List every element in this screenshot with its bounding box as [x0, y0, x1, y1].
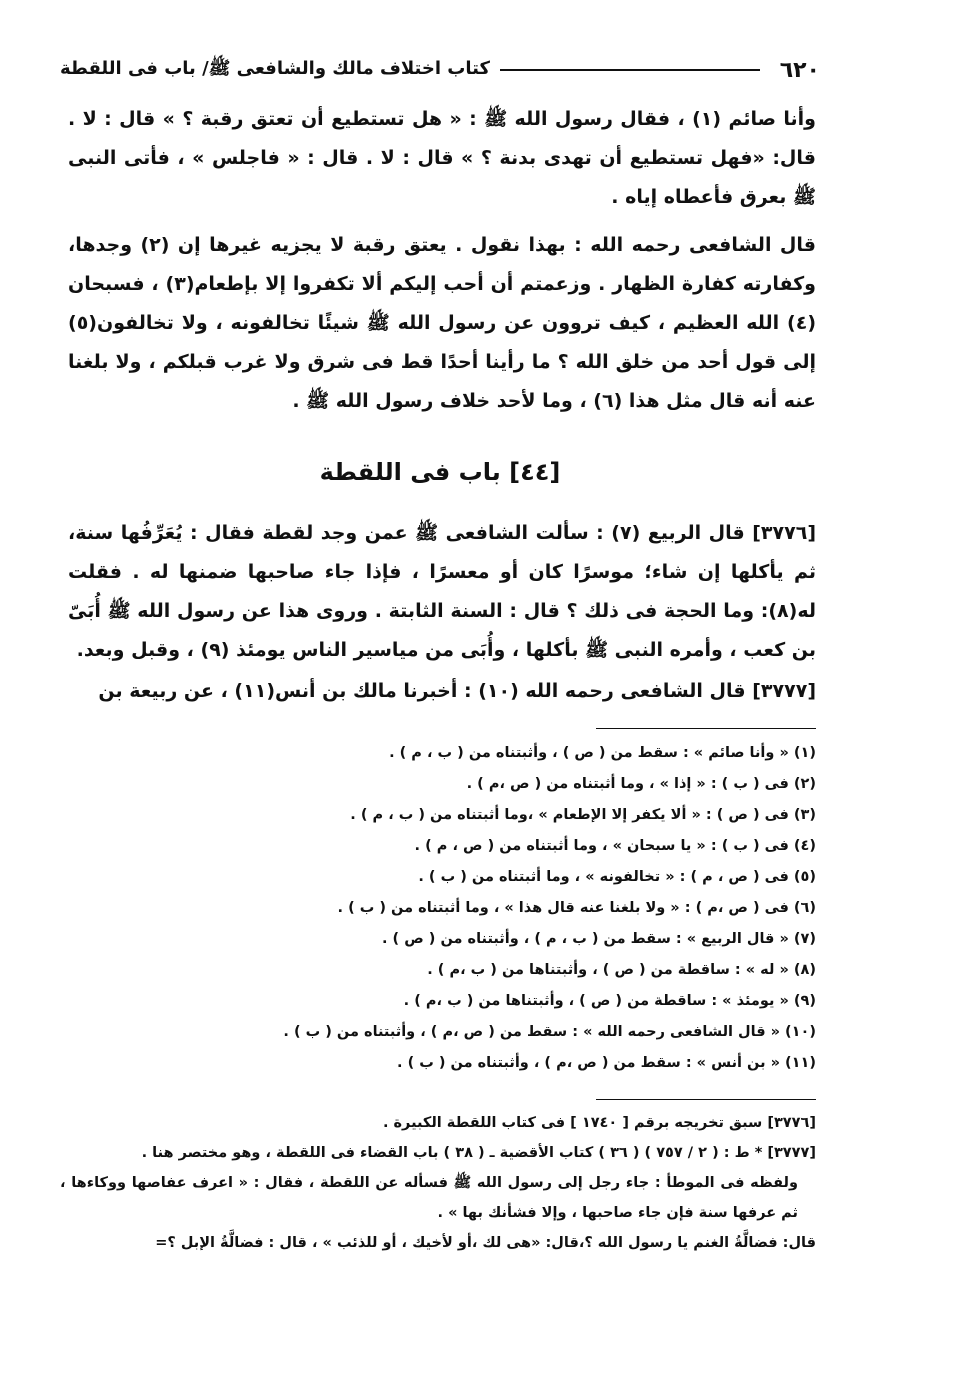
footnote: (٥) فى ( ص ، م ) : « تخالفونه » ، وما أثبتناه من ( ب ) .: [418, 869, 816, 885]
footnote: (٦) فى ( ص ،م ) : « ولا بلغنا عنه قال هذا » ، وما أثبتناه من ( ب ) .: [337, 900, 816, 916]
references-divider: [596, 1099, 816, 1100]
body-paragraph-3: [٣٧٧٦] قال الربيع (٧) : سألت الشافعى ﷺ عمن وجد لقطة فقال : يُعَرِّفُها سنة، ثم يأكلها إن شاء؛ موسرًا كان أو معسرًا ، فإذا جاء صاحبها ضمنها له . فقلت له(٨): وما الحجة فى ذلك ؟ قال : السنة الثابتة . وروى هذا عن رسول الله ﷺ أُبَىّ بن كعب ، وأمره النبى ﷺ بأكلها ، وأُبَى من مياسير الناس يومئذ (٩) ، وقبل وبعد.: [68, 522, 816, 661]
header-rule: [500, 69, 760, 71]
body-paragraph-4: [٣٧٧٧] قال الشافعى رحمه الله (١٠) : أخبرنا مالك بن أنس(١١) ، عن ربيعة بن: [98, 680, 816, 702]
footnote-divider: [596, 728, 816, 729]
running-title: كتاب اختلاف مالك والشافعى ﷺ/ باب فى اللقطة: [60, 58, 490, 79]
page-number: ٦٢٠: [779, 57, 820, 83]
reference-text-continued: قال: فضالَّةُ الغنم يا رسول الله ؟،قال: «هى لك ،أو لأخيك ، أو للذئب » ، قال : فضالَّةُ الإبل ؟=: [155, 1235, 816, 1251]
references-block: [60, 1108, 816, 1258]
reference-3777: [٣٧٧٧] * ط : ( ٢ / ٧٥٧ ) ( ٣٦ ) كتاب الأقضية ـ ( ٣٨ ) باب القضاء فى اللقطة ، وهو مختصر هنا .: [141, 1145, 816, 1161]
footnote: (١) « وأنا صائم » : سقط من ( ص ) ، وأثبتناه من ( ب ، م ) .: [389, 745, 816, 761]
footnote: (١٠) « قال الشافعى رحمه الله » : سقط من ( ص ،م ) ، وأثبتناه من ( ب ) .: [283, 1024, 816, 1040]
reference-text: ولفظه فى الموطأ : جاء رجل إلى رسول الله ﷺ فسأله عن اللقطة ، فقال : « اعرف عفاصها ووكاءها ، ثم عرفها سنة فإن جاء صاحبها ، وإلا فشأنك بها » .: [60, 1175, 798, 1221]
footnotes-list: [60, 738, 816, 1079]
section-title: [٤٤] باب فى اللقطة: [319, 458, 561, 486]
reference-3776: [٣٧٧٦] سبق تخريجه برقم [ ١٧٤٠ ] فى كتاب اللقطة الكبيرة .: [382, 1115, 816, 1131]
footnote: (٧) « قال الربيع » : سقط من ( ب ، م ) ، وأثبتناه من ( ص ) .: [382, 931, 816, 947]
footnote: (١١) « بن أنس » : سقط من ( ص ،م ) ، وأثبتناه من ( ب ) .: [397, 1055, 816, 1071]
body-paragraph-2: قال الشافعى رحمه الله : بهذا نقول . يعتق رقبة لا يجزيه غيرها إن (٢) وجدها، وكفارته كفارة الظهار . وزعمتم أن أحب إليكم ألا تكفروا إلا بإطعام(٣) ، فسبحان (٤) الله العظيم ، كيف تروون عن رسول الله ﷺ شيئًا تخالفونه ، ولا تخالفون(٥) إلى قول أحد من خلق الله ؟ ما رأينا أحدًا قط فى شرق ولا غرب قبلكم ، ولا بلغنا عنه أنه قال مثل هذا (٦) ، وما لأحد خلاف رسول الله ﷺ .: [68, 234, 816, 412]
footnote: (٤) فى ( ب ) : « يا سبحان » ، وما أثبتناه من ( ص ، م ) .: [414, 838, 816, 854]
page-header: [60, 50, 820, 90]
footnote: (٩) « يومئذ » : ساقطة من ( ص ) ، وأثبتناها من ( ب ،م ) .: [403, 993, 816, 1009]
body-paragraph-1: وأنا صائم (١) ، فقال رسول الله ﷺ : « هل تستطيع أن تعتق رقبة ؟ » قال : لا . قال: «فهل تستطيع أن تهدى بدنة ؟ » قال : لا . قال : « فاجلس » ، فأتى النبى ﷺ بعرق فأعطاه إياه .: [68, 108, 816, 208]
footnote: (٢) فى ( ب ) : « إذا » ، وما أثبتناه من ( ص ،م ) .: [466, 776, 816, 792]
footnote: (٨) « له » : ساقطة من ( ص ) ، وأثبتناها من ( ب ،م ) .: [427, 962, 816, 978]
footnote: (٣) فى ( ص ) : « ألا يكفر إلا الإطعام » ،وما أثبتناه من ( ب ، م ) .: [350, 807, 816, 823]
